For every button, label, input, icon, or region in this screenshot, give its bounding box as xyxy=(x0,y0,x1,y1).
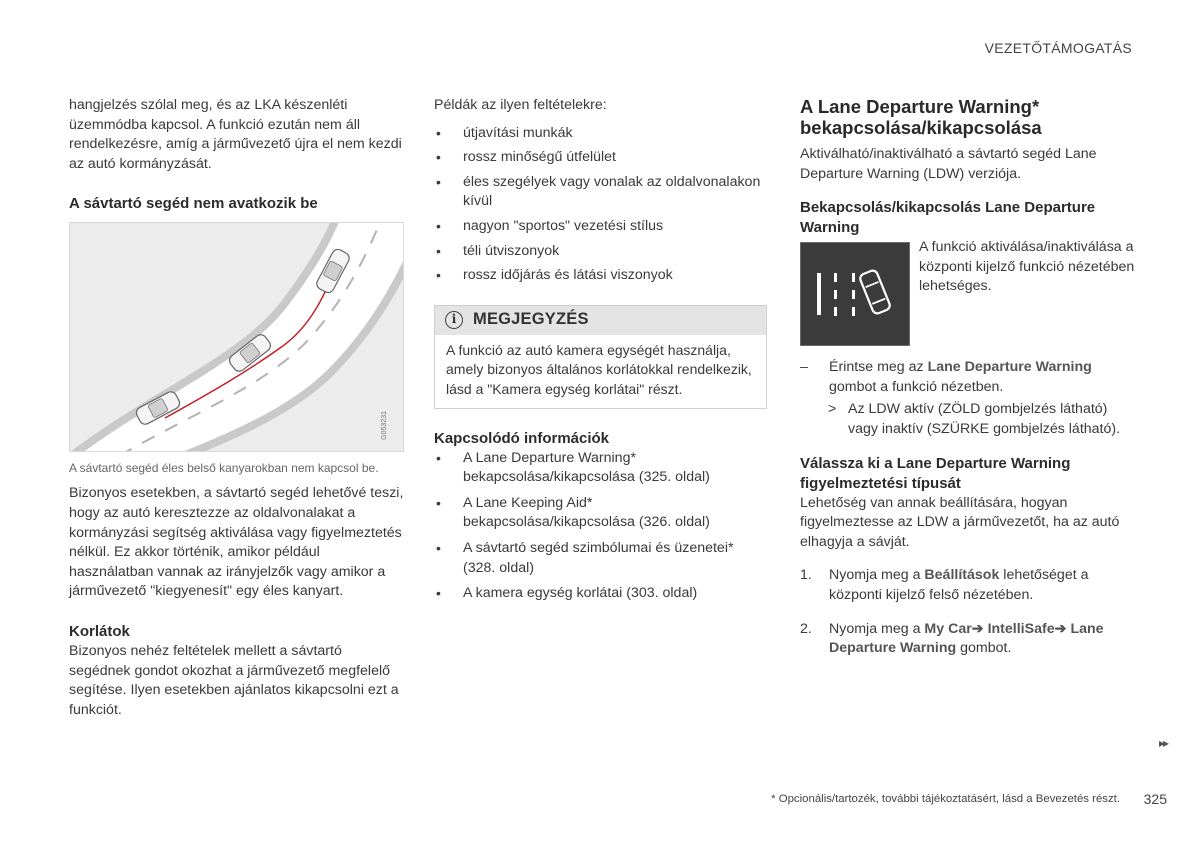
my-car-reference: My Car xyxy=(924,620,972,637)
arrow-right-icon: ➔ xyxy=(971,620,984,637)
related-link[interactable]: • A sávtartó segéd szimbólumai és üzenetei* (328. oldal) xyxy=(434,539,767,578)
step-touch-button: – Érintse meg az Lane Departure Warning gombot a funkció nézetben. xyxy=(800,359,1092,395)
column-middle xyxy=(434,96,767,609)
step-result: > Az LDW aktív (ZÖLD gombjelzés látható) vagy inaktív (SZÜRKE gombjelzés látható). xyxy=(828,401,1121,437)
curve-road-illustration xyxy=(69,222,404,452)
figure-code: G053231 xyxy=(381,410,389,440)
ldw-menu-reference: Lane Departure Warning xyxy=(829,620,1104,657)
note-title: MEGJEGYZÉS xyxy=(473,310,589,329)
conditions-list xyxy=(434,124,767,286)
arrow-right-icon: ➔ xyxy=(1054,620,1067,637)
road-curve-drawing xyxy=(70,223,403,451)
footer-note: * Opcionális/tartozék, további tájékoztatásért, lásd a Bevezetés részt. xyxy=(771,793,1120,805)
related-link[interactable]: • A kamera egység korlátai (303. oldal) xyxy=(434,584,767,604)
ldw-intro: Aktiválható/inaktiválható a sávtartó segéd Lane Departure Warning (LDW) verziója. xyxy=(800,146,1097,182)
paragraph-exceptions: Bizonyos esetekben, a sávtartó segéd lehetővé teszi, hogy az autó keresztezze az oldalvonalakat a kormányzási segítség aktiválása vagy figyelmeztetés nélkül. Ez akkor történik, amikor például használatban vannak az irányjelzők vagy amikor a járművezető "kiegyenesít" egy éles kanyart. xyxy=(69,485,404,600)
list-item: • útjavítási munkák xyxy=(434,124,767,144)
related-links-list xyxy=(434,449,767,604)
settings-button-reference: Beállítások xyxy=(924,567,1000,584)
list-item: • éles szegélyek vagy vonalak az oldalvonalakon kívül xyxy=(434,173,767,212)
page-number: 325 xyxy=(1143,791,1167,807)
list-item: • téli útviszonyok xyxy=(434,242,767,262)
ldw-icon-row xyxy=(800,238,1135,350)
info-icon: i xyxy=(445,311,463,329)
warning-type-paragraph: Lehetőség van annak beállítására, hogyan figyelmeztesse az LDW a járművezetőt, ha az autó elhagyja a sávját. xyxy=(800,494,1120,550)
intellisafe-reference: IntelliSafe xyxy=(987,620,1055,637)
lane-departure-warning-icon xyxy=(800,242,910,346)
section-heading-limitations: Korlátok xyxy=(69,622,130,640)
list-item: • rossz időjárás és látási viszonyok xyxy=(434,266,767,286)
note-box xyxy=(434,305,767,409)
step-dash: – xyxy=(800,359,808,376)
paragraph-limitations: Bizonyos nehéz feltételek mellett a sávtartó segédnek gondot okozhat a járművezető megfelelő segítése. Ilyen esetekben ajánlatos kikapcsolni ezt a funkciót. xyxy=(69,642,399,718)
heading-warning-type: Válassza ki a Lane Departure Warning figyelmeztetési típusát xyxy=(800,454,1071,492)
ldw-button-reference: Lane Departure Warning xyxy=(927,359,1092,376)
related-info-heading: Kapcsolódó információk xyxy=(434,429,610,447)
list-item: • nagyon "sportos" vezetési stílus xyxy=(434,217,767,237)
section-title-ldw: A Lane Departure Warning* bekapcsolása/kikapcsolása xyxy=(800,96,1042,138)
intro-paragraph: hangjelzés szólal meg, és az LKA készenléti üzemmódba kapcsol. A funkció ezután nem áll rendelkezésre, amíg a járművezető újra el nem kezdi az autó kormányzását. xyxy=(69,97,402,172)
heading-on-off: Bekapcsolás/kikapcsolás Lane Departure Warning xyxy=(800,199,1096,237)
related-link[interactable]: • A Lane Departure Warning* bekapcsolása/kikapcsolása (325. oldal) xyxy=(434,449,767,488)
continue-arrows-icon: ▸▸ xyxy=(1158,736,1167,750)
note-header xyxy=(435,306,766,335)
list-item: • rossz minőségű útfelület xyxy=(434,148,767,168)
figure-caption: A sávtartó segéd éles belső kanyarokban nem kapcsol be. xyxy=(69,461,379,476)
step-1: 1. Nyomja meg a Beállítások lehetőséget a központi kijelző felső nézetében. xyxy=(800,567,1089,603)
section-heading-not-intervening: A sávtartó segéd nem avatkozik be xyxy=(69,195,318,213)
note-body: A funkció az autó kamera egységét használja, amely bizonyos általános korlátokkal rendelkezik, lásd a "Kamera egység korlátai" részt. xyxy=(446,341,752,397)
page-header-title: VEZETŐTÁMOGATÁS xyxy=(984,40,1132,56)
icon-description: A funkció aktiválása/inaktiválása a központi kijelző funkció nézetében lehetséges. xyxy=(919,239,1135,295)
conditions-intro: Példák az ilyen feltételekre: xyxy=(434,97,607,113)
column-left xyxy=(69,96,404,720)
related-link[interactable]: • A Lane Keeping Aid* bekapcsolása/kikapcsolása (326. oldal) xyxy=(434,494,767,533)
step-2: 2. Nyomja meg a My Car➔ IntelliSafe➔ Lane Departure Warning gombot. xyxy=(800,620,1104,657)
column-right xyxy=(800,96,1135,659)
